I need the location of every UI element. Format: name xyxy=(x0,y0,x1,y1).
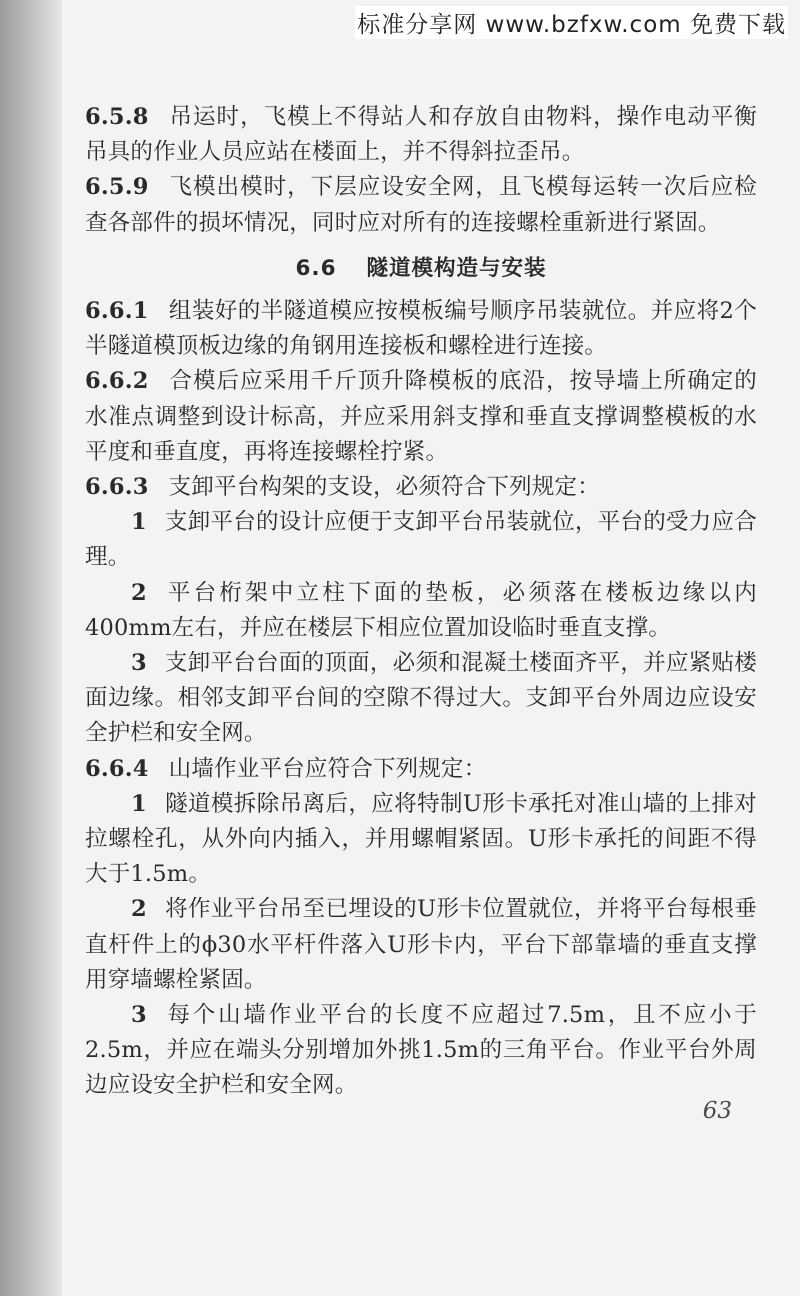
list-item xyxy=(85,892,757,998)
item-number: 3 xyxy=(131,1002,147,1029)
clause-text: 支卸平台构架的支设，必须符合下列规定： xyxy=(168,474,600,501)
section-number: 6.6 xyxy=(295,255,337,281)
list-item xyxy=(85,787,757,893)
page-body xyxy=(85,100,757,1104)
list-item xyxy=(85,998,757,1104)
clause-number: 6.6.1 xyxy=(85,298,149,325)
section-heading xyxy=(85,251,757,286)
list-item xyxy=(85,505,757,575)
clause-text: 组装好的半隧道模应按模板编号顺序吊装就位。并应将2个半隧道模顶板边缘的角钢用连接板和螺栓进行连接。 xyxy=(85,298,757,360)
clause-text: 吊运时，飞模上不得站人和存放自由物料，操作电动平衡吊具的作业人员应站在楼面上，并不得斜拉歪吊。 xyxy=(85,104,757,166)
list-item xyxy=(85,646,757,752)
clause-6-6-2 xyxy=(85,364,757,470)
page-edge-shadow xyxy=(0,0,62,1296)
watermark-text: 标准分享网 www.bzfxw.com 免费下载 xyxy=(355,6,788,39)
item-number: 1 xyxy=(131,790,147,817)
clause-6-6-4 xyxy=(85,752,757,787)
item-number: 2 xyxy=(131,896,147,923)
clause-6-5-8 xyxy=(85,100,757,170)
section-title: 隧道模构造与安装 xyxy=(366,255,547,281)
item-text: 将作业平台吊至已埋设的U形卡位置就位，并将平台每根垂直杆件上的ϕ30水平杆件落入U形卡内，平台下部靠墙的垂直支撑用穿墙螺栓紧固。 xyxy=(85,896,757,993)
item-text: 隧道模拆除吊离后，应将特制U形卡承托对准山墙的上排对拉螺栓孔，从外向内插入，并用螺帽紧固。U形卡承托的间距不得大于1.5m。 xyxy=(85,790,757,888)
clause-number: 6.5.9 xyxy=(85,174,149,201)
page-number: 63 xyxy=(702,1098,732,1124)
clause-number: 6.5.8 xyxy=(85,104,149,130)
clause-6-5-9 xyxy=(85,170,757,240)
item-text: 支卸平台台面的顶面，必须和混凝土楼面齐平，并应紧贴楼面边缘。相邻支卸平台间的空隙不得过大。支卸平台外周边应设安全护栏和安全网。 xyxy=(85,650,757,747)
clause-number: 6.6.3 xyxy=(85,474,149,501)
clause-6-6-1 xyxy=(85,294,757,364)
clause-text: 山墙作业平台应符合下列规定： xyxy=(168,755,487,782)
item-text: 平台桁架中立柱下面的垫板，必须落在楼板边缘以内400mm左右，并应在楼层下相应位置加设临时垂直支撑。 xyxy=(85,579,757,641)
item-number: 3 xyxy=(131,650,147,677)
item-number: 2 xyxy=(131,579,147,606)
clause-text: 合模后应采用千斤顶升降模板的底沿，按导墙上所确定的水准点调整到设计标高，并应采用斜支撑和垂直支撑调整模板的水平度和垂直度，再将连接螺栓拧紧。 xyxy=(85,368,757,465)
item-text: 支卸平台的设计应便于支卸平台吊装就位，平台的受力应合理。 xyxy=(85,509,757,571)
clause-text: 飞模出模时，下层应设安全网，且飞模每运转一次后应检查各部件的损坏情况，同时应对所有的连接螺栓重新进行紧固。 xyxy=(85,174,757,236)
list-item xyxy=(85,576,757,646)
item-text: 每个山墙作业平台的长度不应超过7.5m，且不应小于2.5m，并应在端头分别增加外挑1.5m的三角平台。作业平台外周边应设安全护栏和安全网。 xyxy=(85,1002,757,1099)
item-number: 1 xyxy=(131,509,147,536)
clause-number: 6.6.2 xyxy=(85,368,149,395)
clause-number: 6.6.4 xyxy=(85,755,149,782)
clause-6-6-3 xyxy=(85,470,757,505)
